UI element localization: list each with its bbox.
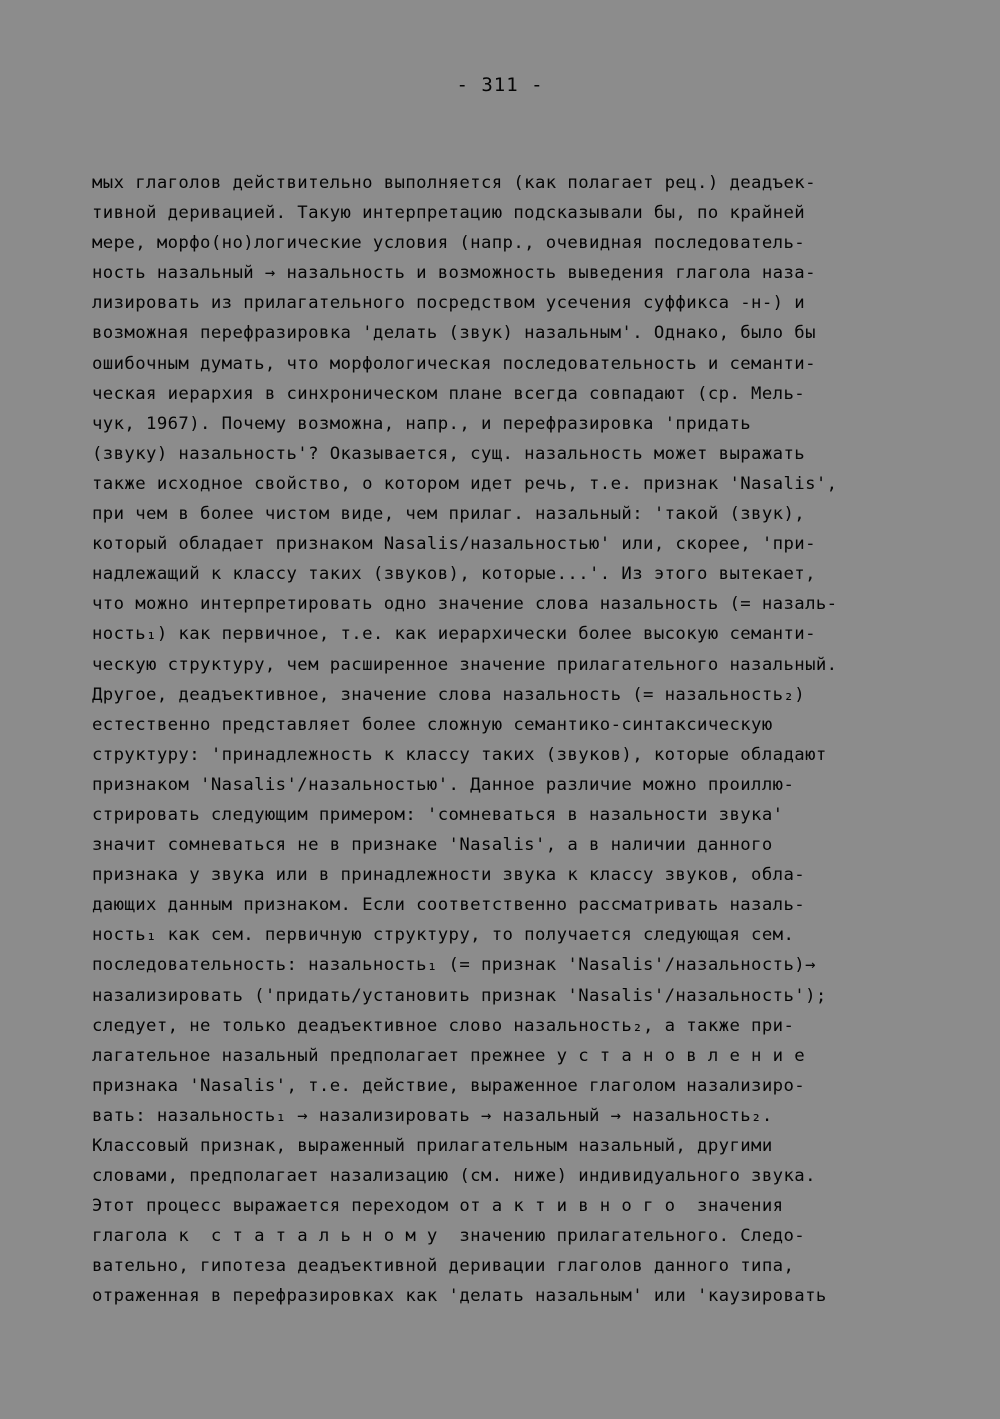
text-line: признака 'Nasalis', т.е. действие, выраженное глаголом назализиро- <box>92 1075 806 1096</box>
text-line: назализировать ('придать/установить признак 'Nasalis'/назальность'); <box>92 985 827 1006</box>
text-line: ность назальный → назальность и возможность выведения глагола наза- <box>92 263 816 284</box>
text-line: признака у звука или в принадлежности звука к классу звуков, обла- <box>92 865 806 886</box>
page-number: - 311 - <box>456 74 544 96</box>
text-line: следует, не только деадъективное слово назальность₂, а также при- <box>92 1015 795 1036</box>
text-line: что можно интерпретировать одно значение слова назальность (= назаль- <box>92 594 838 615</box>
text-line: Другое, деадъективное, значение слова назальность (= назальность₂) <box>92 684 806 705</box>
text-line: глагола к с т а т а л ь н о м у значению прилагательного. Следо- <box>92 1226 806 1247</box>
text-line: ческую структуру, чем расширенное значение прилагательного назальный. <box>92 654 838 675</box>
text-line: чук, 1967). Почему возможна, напр., и перефразировка 'придать <box>92 413 752 434</box>
text-line: лагательное назальный предполагает прежнее у с т а н о в л е н и е <box>92 1045 806 1066</box>
text-line: также исходное свойство, о котором идет речь, т.е. признак 'Nasalis', <box>92 473 838 494</box>
text-line: значит сомневаться не в признаке 'Nasalis', а в наличии данного <box>92 835 773 856</box>
text-line: естественно представляет более сложную семантико-синтаксическую <box>92 714 773 735</box>
text-line: словами, предполагает назализацию (см. ниже) индивидуального звука. <box>92 1166 816 1187</box>
text-line: ошибочным думать, что морфологическая последовательность и семанти- <box>92 353 816 374</box>
text-line: вательно, гипотеза деадъективной деривации глаголов данного типа, <box>92 1256 795 1277</box>
text-line: признаком 'Nasalis'/назальностью'. Данное различие можно проиллю- <box>92 774 795 795</box>
text-line: структуру: 'принадлежность к классу таких (звуков), которые обладают <box>92 744 827 765</box>
text-line: ность₁ как сем. первичную структуру, то получается следующая сем. <box>92 925 795 946</box>
text-line: мере, морфо(но)логические условия (напр., очевидная последователь- <box>92 233 806 254</box>
text-line: последовательность: назальность₁ (= признак 'Nasalis'/назальность)→ <box>92 955 816 976</box>
text-line: возможная перефразировка 'делать (звук) назальным'. Однако, было бы <box>92 323 816 344</box>
text-line: Классовый признак, выраженный прилагательным назальный, другими <box>92 1136 773 1156</box>
text-line: отраженная в перефразировках как 'делать назальным' или 'каузировать <box>92 1286 827 1307</box>
text-line: который обладает признаком Nasalis/назальностью' или, скорее, 'при- <box>92 534 816 555</box>
text-line: тивной деривацией. Такую интерпретацию подсказывали бы, по крайней <box>92 203 806 224</box>
text-line: ность₁) как первичное, т.е. как иерархически более высокую семанти- <box>92 624 816 645</box>
text-line: вать: назальность₁ → назализировать → назальный → назальность₂. <box>92 1105 773 1126</box>
text-line: Этот процесс выражается переходом от а к т и в н о г о значения <box>92 1196 784 1217</box>
text-line: (звуку) назальность'? Оказывается, сущ. назальность может выражать <box>92 443 806 464</box>
text-line: дающих данным признаком. Если соответственно рассматривать назаль- <box>92 895 806 916</box>
body-text <box>92 168 922 1312</box>
text-line: мых глаголов действительно выполняется (как полагает рец.) деадъек- <box>92 173 816 193</box>
text-line: при чем в более чистом виде, чем прилаг. назальный: 'такой (звук), <box>92 504 806 525</box>
text-line: лизировать из прилагательного посредством усечения суффикса -н-) и <box>92 293 806 314</box>
text-line: надлежащий к классу таких (звуков), которые...'. Из этого вытекает, <box>92 564 816 585</box>
text-line: ческая иерархия в синхроническом плане всегда совпадают (ср. Мель- <box>92 383 806 404</box>
text-line: стрировать следующим примером: 'сомневаться в назальности звука' <box>92 804 784 825</box>
